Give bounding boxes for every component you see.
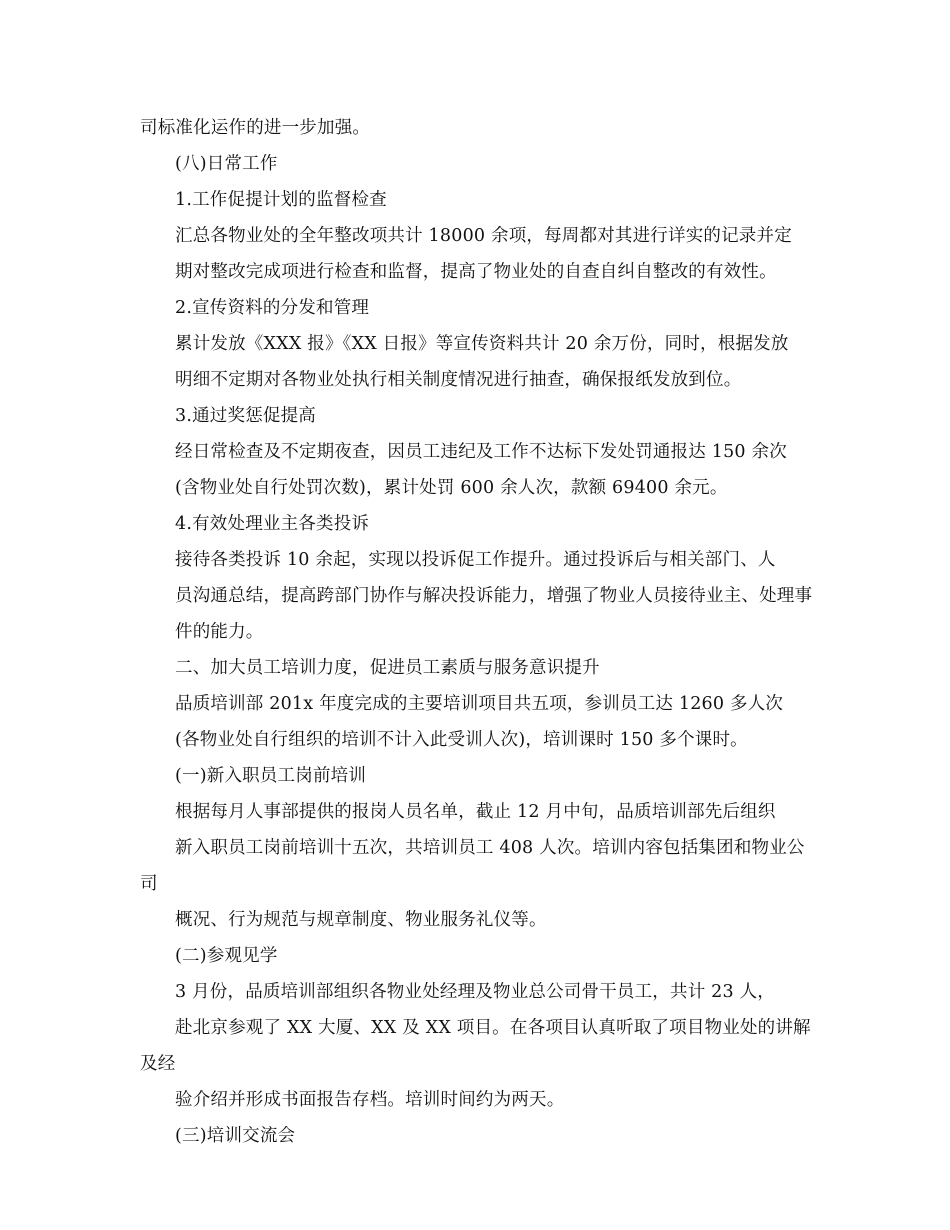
text-line: 1.工作促提计划的监督检查 — [175, 190, 387, 210]
text-line: 3.通过奖惩促提高 — [175, 406, 316, 426]
text-line: 累计发放《XXX 报》《XX 日报》等宣传资料共计 20 余万份，同时，根据发放 — [175, 334, 789, 354]
paragraph — [140, 758, 820, 794]
text-line: 根据每月人事部提供的报岗人员名单，截止 12 月中旬，品质培训部先后组织 — [175, 802, 776, 822]
text-line: 验介绍并形成书面报告存档。培训时间约为两天。 — [175, 1090, 565, 1110]
text-line: (一)新入职员工岗前培训 — [175, 766, 367, 786]
paragraph — [140, 218, 820, 290]
text-line: 接待各类投诉 10 余起，实现以投诉促工作提升。通过投诉后与相关部门、人 — [175, 550, 776, 570]
text-line: 品质培训部 201x 年度完成的主要培训项目共五项，参训员工达 1260 多人次 — [175, 694, 784, 714]
paragraph — [140, 110, 820, 146]
text-line: 件的能力。 — [175, 622, 264, 642]
paragraph — [140, 326, 820, 398]
paragraph — [140, 434, 820, 506]
text-line: 新入职员工岗前培训十五次，共培训员工 408 人次。培训内容包括集团和物业公司 — [140, 838, 805, 894]
text-line: 3 月份，品质培训部组织各物业处经理及物业总公司骨干员工，共计 23 人， — [175, 982, 775, 1002]
text-line: 4.有效处理业主各类投诉 — [175, 514, 370, 534]
text-line: (各物业处自行组织的培训不计入此受训人次)，培训课时 150 多个课时。 — [175, 730, 748, 750]
paragraph — [140, 398, 820, 434]
paragraph — [140, 182, 820, 218]
text-line: 经日常检查及不定期夜查，因员工违纪及工作不达标下发处罚通报达 150 余次 — [175, 442, 787, 462]
text-line: 汇总各物业处的全年整改项共计 18000 余项，每周都对其进行详实的记录并定 — [175, 226, 792, 246]
text-line: (三)培训交流会 — [175, 1126, 296, 1146]
paragraph — [140, 146, 820, 182]
paragraph — [140, 1118, 820, 1154]
paragraph — [140, 542, 820, 650]
paragraph — [140, 974, 820, 1118]
text-line: (二)参观见学 — [175, 946, 278, 966]
text-line: 二、加大员工培训力度，促进员工素质与服务意识提升 — [175, 658, 600, 678]
text-line: 赴北京参观了 XX 大厦、XX 及 XX 项目。在各项目认真听取了项目物业处的讲解及经 — [140, 1018, 811, 1074]
document-page — [140, 110, 820, 1154]
text-line: (八)日常工作 — [175, 154, 278, 174]
paragraph — [140, 794, 820, 938]
text-line: 期对整改完成项进行检查和监督，提高了物业处的自查自纠自整改的有效性。 — [175, 262, 777, 282]
text-line: (含物业处自行处罚次数)，累计处罚 600 余人次，款额 69400 余元。 — [175, 478, 728, 498]
paragraph — [140, 290, 820, 326]
text-line: 员沟通总结，提高跨部门协作与解决投诉能力，增强了物业人员接待业主、处理事 — [175, 586, 813, 606]
paragraph — [140, 650, 820, 686]
paragraph — [140, 506, 820, 542]
text-line: 2.宣传资料的分发和管理 — [175, 298, 370, 318]
paragraph — [140, 938, 820, 974]
text-line: 明细不定期对各物业处执行相关制度情况进行抽查，确保报纸发放到位。 — [175, 370, 742, 390]
paragraph — [140, 686, 820, 758]
text-line: 概况、行为规范与规章制度、物业服务礼仪等。 — [175, 910, 547, 930]
text-line: 司标准化运作的进一步加强。 — [140, 118, 371, 138]
